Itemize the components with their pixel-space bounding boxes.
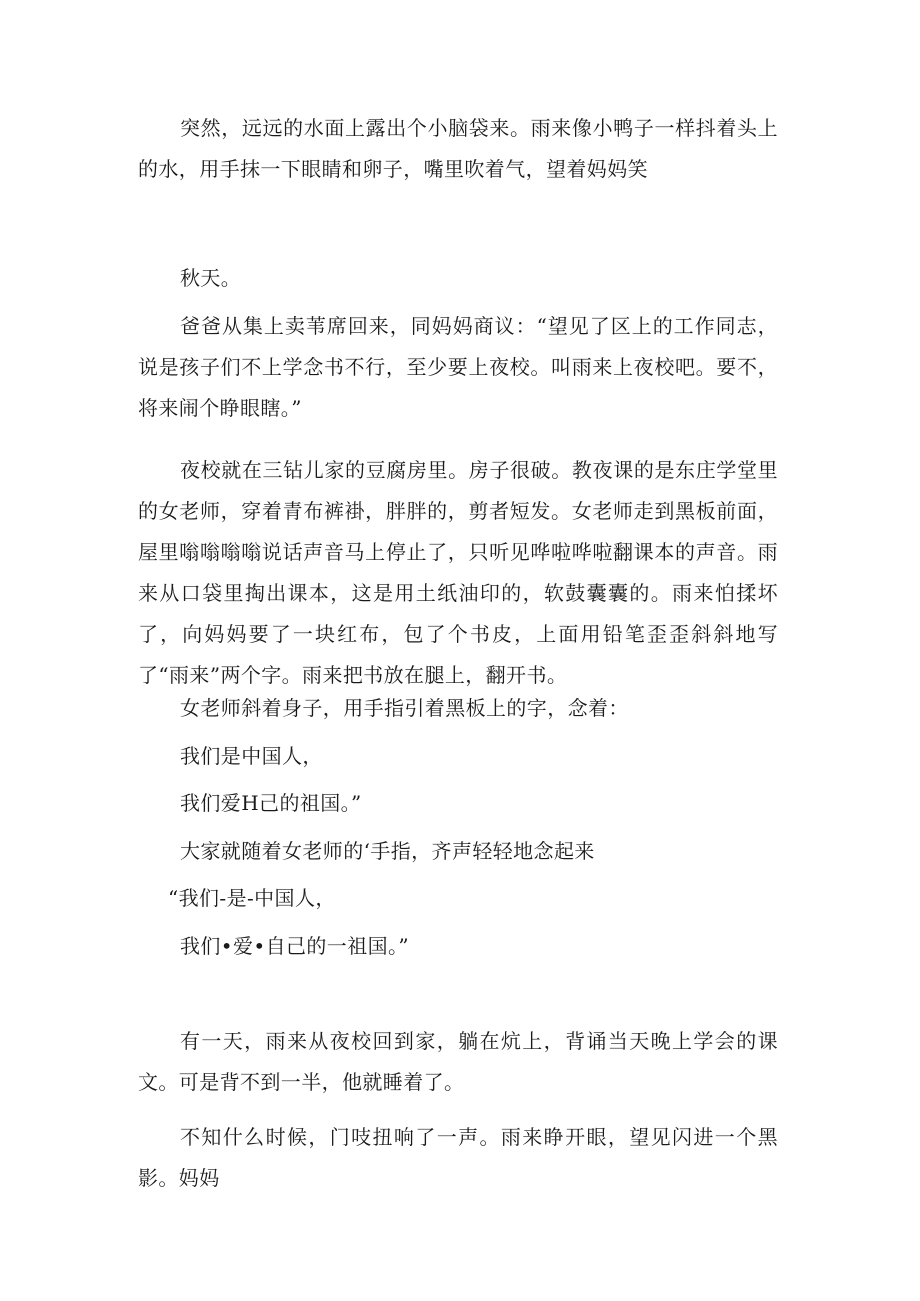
poem-line-1: 我们是中国人， (180, 744, 323, 768)
paragraph-7: 有一天，雨来从夜校回到家，躺在炕上，背诵当天晚上学会的课文。可是背不到一半，他就睡着了。 (138, 1029, 778, 1094)
paragraph-4: 夜校就在三钻儿家的豆腐房里。房子很破。教夜课的是东庄学堂里的女老师，穿着青布裤褂，胖胖的，剪者短发。女老师走到黑板前面，屋里嗡嗡嗡嗡说话声音马上停止了，只听见哗啦哗啦翻课本的声音。雨来从口袋里掏出课本，这是用土纸油印的，软鼓囊囊的。雨来怕揉坏了，向妈妈要了一块红布，包了个书皮，上面用铅笔歪歪斜斜地写了“雨来”两个字。雨来把书放在腿上，翻开书。 (138, 458, 778, 687)
paragraph-2: 秋天。 (180, 266, 242, 290)
recital-line-1: “我们-是-中国人， (168, 886, 336, 910)
recital-line-2: 我们•爱•自己的一祖国。” (180, 934, 410, 958)
paragraph-5: 女老师斜着身子，用手指引着黑板上的字，念着： (180, 696, 629, 720)
paragraph-6: 大家就随着女老师的‘手指，齐声轻轻地念起来 (180, 839, 595, 863)
poem-line-2: 我们爱H己的祖国。” (180, 791, 362, 815)
paragraph-8: 不知什么时候，门吱扭响了一声。雨来睁开眼，望见闪进一个黑影。妈妈 (138, 1125, 778, 1190)
paragraph-3: 爸爸从集上卖苇席回来，同妈妈商议：“望见了区上的工作同志，说是孩子们不上学念书不行，至少要上夜校。叫雨来上夜校吧。要不，将来闹个睁眼瞎。” (138, 314, 778, 420)
paragraph-1: 突然，远远的水面上露出个小脑袋来。雨来像小鸭子一样抖着头上的水，用手抹一下眼睛和卵子，嘴里吹着气，望着妈妈笑 (138, 116, 778, 181)
